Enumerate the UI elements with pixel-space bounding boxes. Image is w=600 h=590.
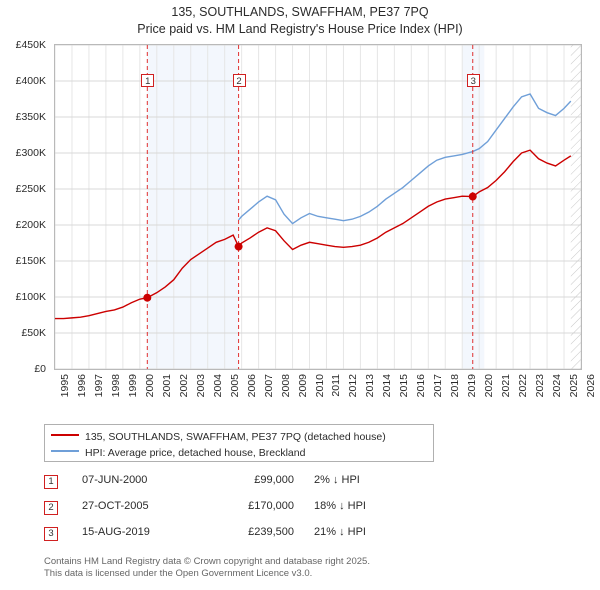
event-price-3: £239,500	[248, 526, 294, 538]
x-tick-label: 2011	[330, 374, 343, 397]
legend-item-price-paid	[51, 429, 386, 445]
y-tick-label: £350K	[15, 111, 46, 123]
legend-label-price-paid: 135, SOUTHLANDS, SWAFFHAM, PE37 7PQ (detached house)	[85, 431, 386, 443]
event-marker-2: 2	[44, 501, 58, 515]
events-table	[44, 472, 464, 550]
y-tick-label: £50K	[21, 327, 46, 339]
legend-swatch-blue	[51, 450, 79, 452]
x-tick-label: 2003	[194, 374, 207, 398]
event-marker-1: 1	[44, 475, 58, 489]
x-tick-label: 1999	[126, 374, 139, 398]
x-tick-label: 2021	[500, 374, 513, 398]
table-row	[44, 524, 464, 550]
x-tick-label: 2013	[364, 374, 377, 398]
event-delta-1: 2% ↓ HPI	[314, 474, 360, 486]
chart-legend	[44, 424, 434, 462]
legend-label-hpi: HPI: Average price, detached house, Breckland	[85, 447, 306, 459]
x-tick-label: 2006	[245, 374, 258, 398]
x-tick-label: 2005	[228, 374, 241, 398]
x-tick-label: 2024	[551, 374, 564, 398]
plot-event-marker-3: 3	[467, 74, 480, 87]
page-title	[0, 4, 600, 38]
plot-region	[54, 44, 582, 370]
x-tick-label: 2007	[262, 374, 275, 398]
legend-swatch-red	[51, 434, 79, 436]
legend-item-hpi	[51, 445, 305, 461]
y-tick-label: £450K	[15, 39, 46, 51]
x-tick-label: 2009	[296, 374, 309, 398]
y-tick-label: £300K	[15, 147, 46, 159]
event-date-3: 15-AUG-2019	[82, 526, 150, 538]
y-tick-label: £0	[34, 363, 46, 375]
x-tick-label: 1997	[92, 374, 105, 398]
x-tick-label: 2000	[143, 374, 156, 398]
x-tick-label: 2016	[415, 374, 428, 398]
footer-line-2: This data is licensed under the Open Government Licence v3.0.	[44, 568, 313, 579]
x-tick-label: 2014	[381, 374, 394, 398]
x-tick-label: 2019	[466, 374, 479, 398]
x-tick-label: 2010	[313, 374, 326, 398]
table-row	[44, 498, 464, 524]
event-price-1: £99,000	[254, 474, 294, 486]
footer-line-1: Contains HM Land Registry data © Crown copyright and database right 2025.	[44, 556, 370, 567]
event-delta-3: 21% ↓ HPI	[314, 526, 366, 538]
title-line-1: 135, SOUTHLANDS, SWAFFHAM, PE37 7PQ	[171, 5, 429, 19]
x-tick-label: 1996	[75, 374, 88, 398]
event-delta-2: 18% ↓ HPI	[314, 500, 366, 512]
x-tick-label: 2018	[449, 374, 462, 398]
y-tick-label: £400K	[15, 75, 46, 87]
x-tick-label: 2015	[398, 374, 411, 398]
event-marker-3: 3	[44, 527, 58, 541]
event-price-2: £170,000	[248, 500, 294, 512]
x-tick-label: 2026	[585, 374, 597, 398]
y-tick-label: £150K	[15, 255, 46, 267]
title-line-2: Price paid vs. HM Land Registry's House Price Index (HPI)	[137, 22, 463, 36]
x-tick-label: 2008	[279, 374, 292, 398]
x-axis-labels	[54, 372, 597, 416]
y-tick-label: £250K	[15, 183, 46, 195]
plot-event-marker-2: 2	[233, 74, 246, 87]
x-tick-label: 2002	[177, 374, 190, 398]
x-tick-label: 2023	[534, 374, 547, 398]
x-tick-label: 2022	[517, 374, 530, 398]
y-tick-label: £100K	[15, 291, 46, 303]
table-row	[44, 472, 464, 498]
y-axis-labels	[0, 39, 50, 375]
y-tick-label: £200K	[15, 219, 46, 231]
x-tick-label: 2020	[483, 374, 496, 398]
event-date-1: 07-JUN-2000	[82, 474, 148, 486]
plot-event-marker-1: 1	[141, 74, 154, 87]
event-date-2: 27-OCT-2005	[82, 500, 149, 512]
chart-svg	[55, 45, 581, 369]
x-tick-label: 2004	[211, 374, 224, 398]
x-tick-label: 2001	[160, 374, 173, 398]
x-tick-label: 1998	[109, 374, 122, 398]
x-tick-label: 1995	[59, 374, 71, 398]
x-tick-label: 2025	[568, 374, 581, 398]
x-tick-label: 2012	[347, 374, 360, 398]
footer-attribution	[44, 556, 584, 580]
x-tick-label: 2017	[432, 374, 445, 398]
chart-area	[54, 44, 582, 370]
